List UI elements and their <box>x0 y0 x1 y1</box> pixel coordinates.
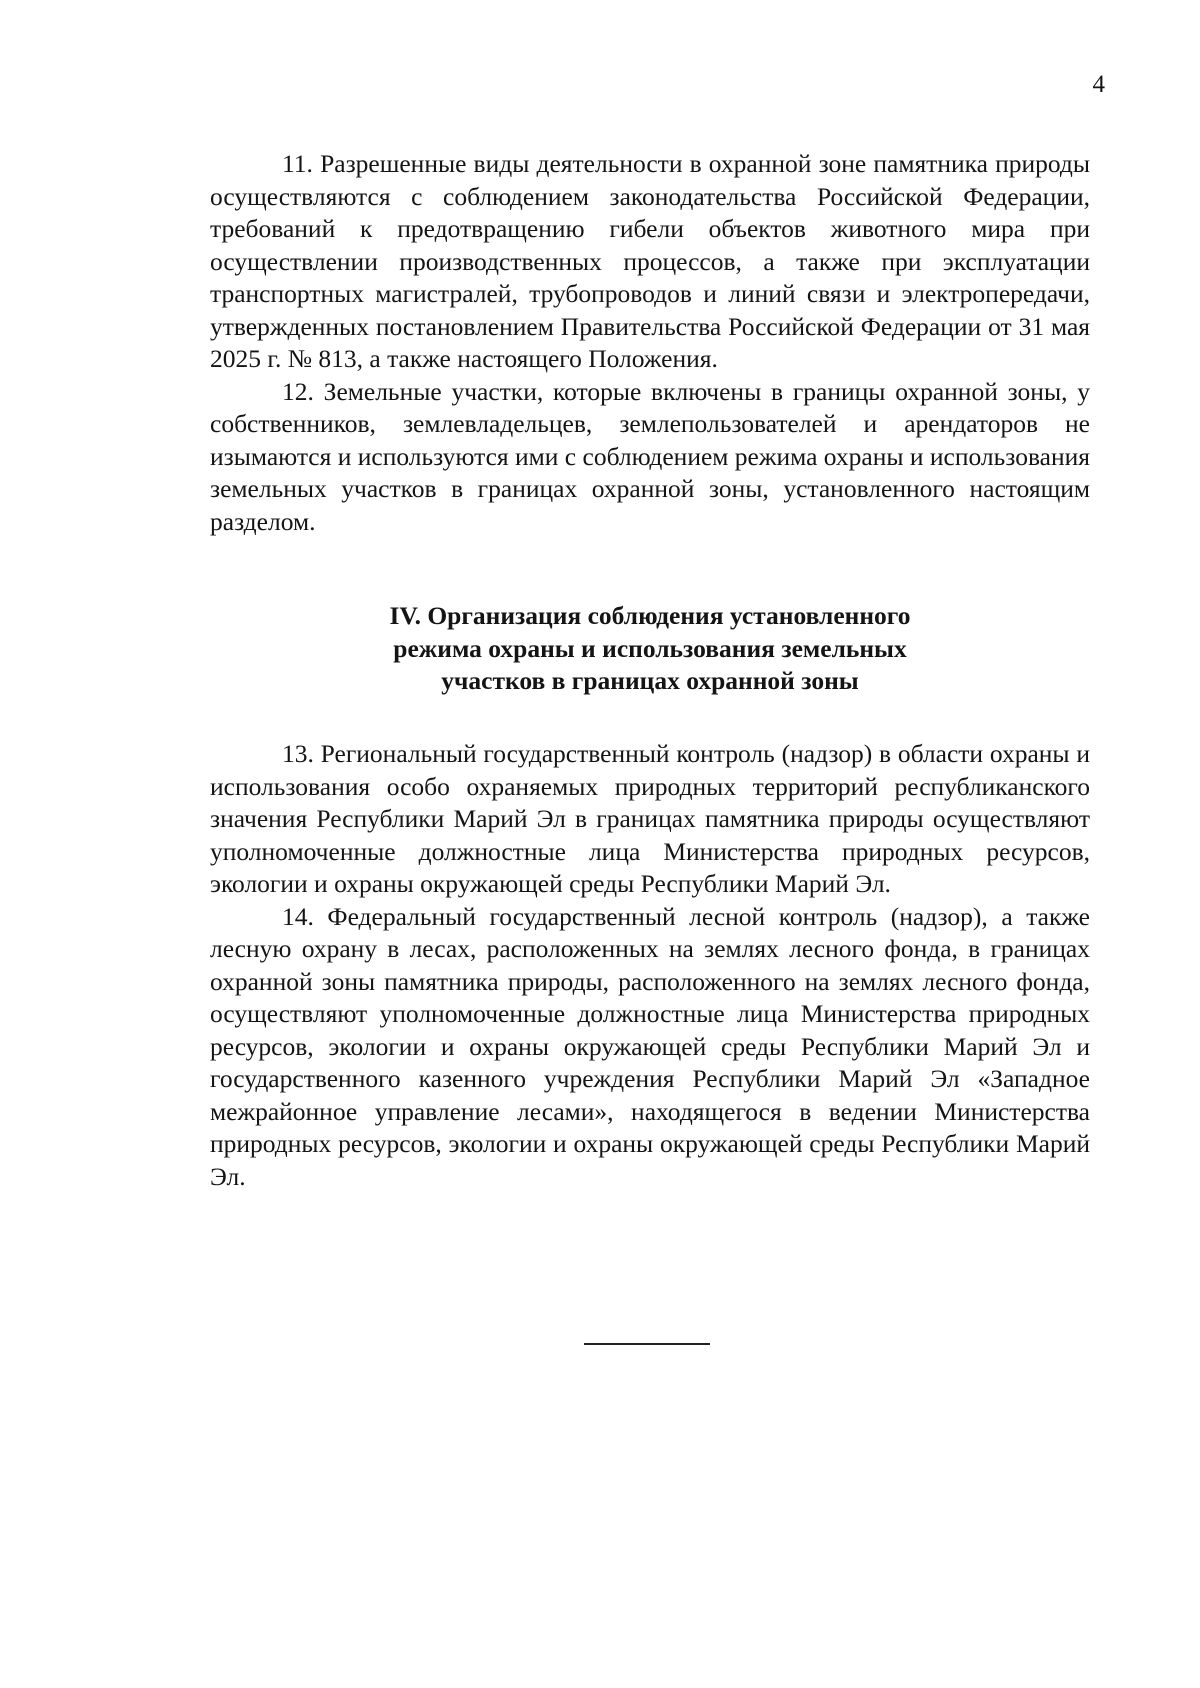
page-number: 4 <box>1092 71 1105 98</box>
paragraphs-before-heading <box>210 148 1090 538</box>
section-heading-line: участков в границах охранной зоны <box>441 666 859 695</box>
paragraph-14: 14. Федеральный государственный лесной контроль (надзор), а также лесную охрану в лесах, расположенных на землях лесного фонда, в границах охранной зоны памятника природы, расположенного на землях лесного фонда, осуществляют уполномоченные должностные лица Министерства природных ресурсов, экологии и охраны окружающей среды Республики Марий Эл и государственного казенного учреждения Республики Марий Эл «Западное межрайонное управление лесами», находящегося в ведении Министерства природных ресурсов, экологии и охраны окружающей среды Республики Марий Эл. <box>210 901 1090 1191</box>
paragraph-12: 12. Земельные участки, которые включены в границы охранной зоны, у собственников, землевладельцев, землепользователей и арендаторов не изымаются и используются ими с соблюдением режима охраны и использования земельных участков в границах охранной зоны, установленного настоящим разделом. <box>210 376 1090 536</box>
section-heading-line: режима охраны и использования земельных <box>393 633 907 663</box>
section-heading <box>210 600 1090 698</box>
paragraph-13: 13. Региональный государственный контроль (надзор) в области охраны и использования особо охраняемых природных территорий республиканского значения Республики Марий Эл в границах памятника природы осуществляют уполномоченные должностные лица Министерства природных ресурсов, экологии и охраны окружающей среды Республики Марий Эл. <box>210 739 1090 898</box>
section-heading-line: IV. Организация соблюдения установленного <box>389 601 911 630</box>
paragraph-11: 11. Разрешенные виды деятельности в охранной зоне памятника природы осуществляются с соблюдением законодательства Российской Федерации, требований к предотвращению гибели объектов животного мира при осуществлении производственных процессов, а также при эксплуатации транспортных магистралей, трубопроводов и линий связи и электропередачи, утвержденных постановлением Правительства Российской Федерации от 31 мая 2025 г. № 813, а также настоящего Положения. <box>210 149 1090 373</box>
end-of-text-rule <box>584 1343 710 1345</box>
paragraphs-after-heading <box>210 738 1090 1193</box>
